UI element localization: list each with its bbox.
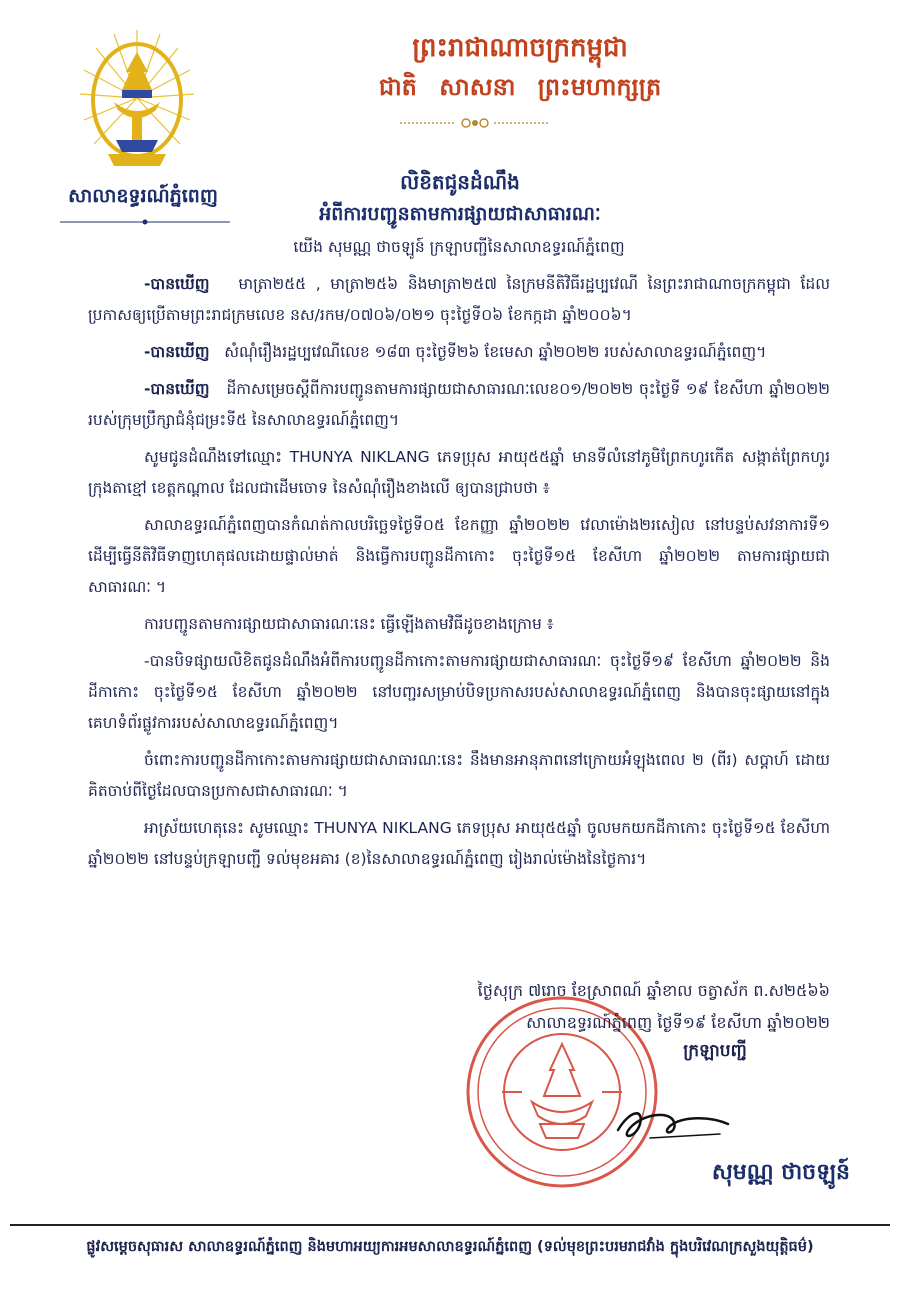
- intro-line: យើង សុមណ្ណ ថាចឡូន៍ ក្រឡាបញ្ជីនៃសាលាឧទ្ធរណ៍ភ្នំពេញ: [293, 238, 625, 256]
- method-paragraph: ការបញ្ជូនតាមការផ្សាយជាសាធារណៈនេះ ធ្វើឡើងតាមវិធីដូចខាងក្រោម ៖: [144, 615, 554, 633]
- effect-paragraph: ចំពោះការបញ្ជូនដីកាកោះតាមការផ្សាយជាសាធារណៈនេះ នឹងមានអានុភាពនៅក្រោយអំឡុងពេល ២ (ពីរ) សប្តាហ៍ ដោយគិតចាប់ពីថ្ងៃដែលបានប្រកាសជាសាធារណៈ ។: [88, 751, 830, 800]
- document-subtitle: អំពីការបញ្ជូនតាមការផ្សាយជាសាធារណៈ: [319, 203, 601, 225]
- seen-clause-2: [88, 337, 830, 368]
- kingdom-heading: ព្រះរាជាណាចក្រកម្ពុជា: [412, 33, 628, 63]
- footer-divider: [10, 1224, 890, 1226]
- court-emblem-icon: [78, 28, 196, 178]
- seen-label-1: -បានឃើញ: [144, 275, 210, 293]
- seen-text-3: ដីកាសម្រេចស្តីពីការបញ្ជូនតាមការផ្សាយជាសាធារណៈលេខ០១/២០២២ ចុះថ្ងៃទី ១៩ ខែសីហា ឆ្នាំ២០២២ របស់ក្រុមប្រឹក្សាជំនុំជម្រះទី៥ នៃសាលាឧទ្ធរណ៍ភ្នំពេញ។: [88, 380, 830, 429]
- notice-paragraph: សូមជូនដំណឹងទៅឈ្មោះ THUNYA NIKLANG ភេទប្រុស អាយុ៥៥ឆ្នាំ មានទីលំនៅភូមិព្រែកហូរកើត សង្កាត់ព្រែកហូរ ក្រុងតាខ្មៅ ខេត្តកណ្តាល ដែលជាដើមចោទ នៃសំណុំរឿងខាងលើ ឲ្យបានជ្រាបថា ៖: [88, 448, 830, 497]
- seen-label-3: -បានឃើញ: [144, 380, 210, 398]
- court-name: សាលាឧទ្ធរណ៍ភ្នំពេញ: [68, 185, 218, 207]
- signer-title: ក្រឡាបញ្ជី: [683, 1041, 747, 1061]
- issue-date: សាលាឧទ្ធរណ៍ភ្នំពេញ ថ្ងៃទី១៩ ខែសីហា ឆ្នាំ២០២២: [526, 1013, 830, 1032]
- footer-address: ផ្លូវសម្តេចសុធារស សាលាឧទ្ធរណ៍ភ្នំពេញ និងមហាអយ្យការអមសាលាឧទ្ធរណ៍ភ្នំពេញ (ទល់មុខព្រះបរមរាជវាំង ក្នុងបរិវេណក្រសួងយុត្តិធម៌): [86, 1239, 814, 1255]
- lunar-date: ថ្ងៃសុក្រ ៧រោច ខែស្រាពណ៍ ឆ្នាំខាល ចត្វាស័ក ព.ស២៥៦៦: [477, 981, 830, 1000]
- ornament-divider-icon: [400, 116, 550, 130]
- document-title: លិខិតជូនដំណឹង: [400, 170, 520, 194]
- summons-paragraph: អាស្រ័យហេតុនេះ សូមឈ្មោះ THUNYA NIKLANG ភេទប្រុស អាយុ៥៥ឆ្នាំ ចូលមកយកដីកាកោះ ចុះថ្ងៃទី១៥ ខែសីហា ឆ្នាំ២០២២ នៅបន្ទប់ក្រឡាបញ្ជី ទល់មុខអគារ (ខ)នៃសាលាឧទ្ធរណ៍ភ្នំពេញ រៀងរាល់ម៉ោងនៃថ្ងៃការ។: [88, 819, 830, 868]
- posting-paragraph: -បានបិទផ្សាយលិខិតជូនដំណឹងអំពីការបញ្ជូនដីកាកោះតាមការផ្សាយជាសាធារណៈ ចុះថ្ងៃទី១៩ ខែសីហា ឆ្នាំ២០២២ និងដីកាកោះ ចុះថ្ងៃទី១៥ ខែសីហា ឆ្នាំ២០២២ នៅបញ្ជរសម្រាប់បិទប្រកាសរបស់សាលាឧទ្ធរណ៍ភ្នំពេញ និងបានចុះផ្សាយនៅក្នុងគេហទំព័រផ្លូវការរបស់សាលាឧទ្ធរណ៍ភ្នំពេញ។: [88, 652, 830, 732]
- seen-clause-1: [88, 269, 830, 331]
- seen-text-2: សំណុំរឿងរដ្ឋប្បវេណីលេខ ១៨៣ ចុះថ្ងៃទី២៦ ខែមេសា ឆ្នាំ២០២២ របស់សាលាឧទ្ធរណ៍ភ្នំពេញ។: [224, 343, 767, 361]
- seen-label-2: -បានឃើញ: [144, 343, 210, 361]
- seen-text-1: មាត្រា២៥៥ , មាត្រា២៥៦ និងមាត្រា២៥៧ នៃក្រមនីតិវិធីរដ្ឋប្បវេណី នៃព្រះរាជាណាចក្រកម្ពុជា ដែលប្រកាសឲ្យប្រើតាមព្រះរាជក្រមលេខ នស/រកម/០៧០៦/០២១ ចុះថ្ងៃទី០៦ ខែកក្កដា ឆ្នាំ២០០៦។: [88, 275, 830, 324]
- seen-clause-3: [88, 374, 830, 436]
- handwritten-signature-icon: [600, 1090, 740, 1160]
- signer-name: សុមណ្ណ ថាចឡូន៍: [711, 1160, 850, 1185]
- hearing-paragraph: សាលាឧទ្ធរណ៍ភ្នំពេញបានកំណត់កាលបរិច្ឆេទថ្ងៃទី០៥ ខែកញ្ញា ឆ្នាំ២០២២ វេលាម៉ោង២រសៀល នៅបន្ទប់សវនាការទី១ ដើម្បីធ្វើនីតិវិធីទាញហេតុផលដោយផ្ទាល់មាត់ និងធ្វើការបញ្ជូនដីកាកោះ ចុះថ្ងៃទី១៥ ខែសីហា ឆ្នាំ២០២២ តាមការផ្សាយជាសាធារណៈ ។: [88, 516, 830, 596]
- document-body: [88, 232, 830, 881]
- national-motto: ជាតិ សាសនា ព្រះមហាក្សត្រ: [378, 73, 662, 101]
